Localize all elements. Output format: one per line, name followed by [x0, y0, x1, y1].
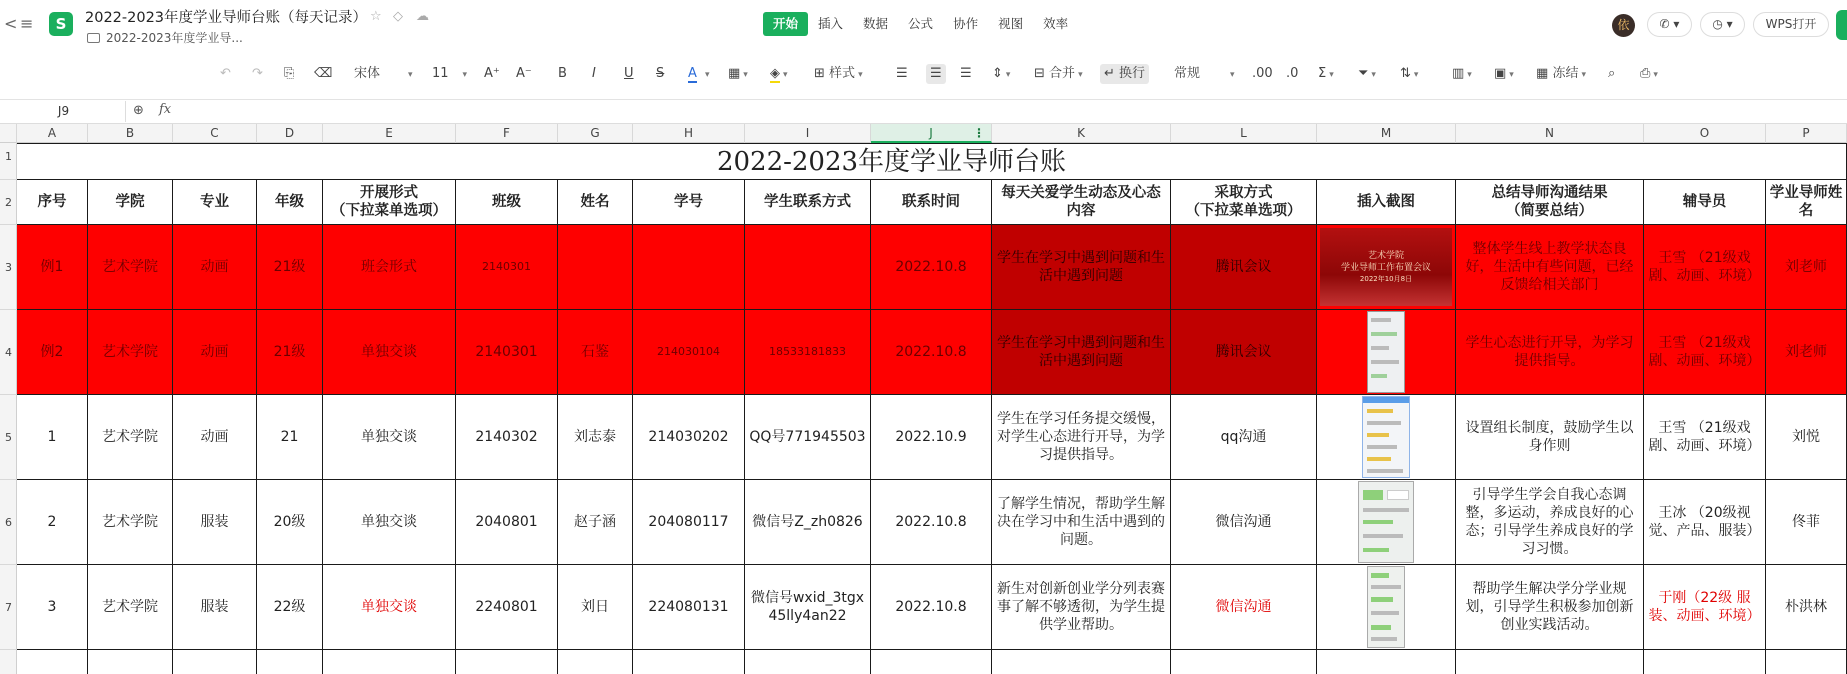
- data-cell[interactable]: 朴洪林: [1766, 565, 1847, 650]
- history-button[interactable]: [1700, 12, 1745, 37]
- data-cell[interactable]: 18533181833: [745, 310, 871, 395]
- print-icon[interactable]: ⎙ ▾: [1640, 66, 1658, 81]
- avatar[interactable]: 依: [1612, 14, 1635, 37]
- column-header-A[interactable]: A: [17, 124, 88, 143]
- data-cell[interactable]: 王冰 （20级视觉、产品、服装）: [1644, 480, 1766, 565]
- column-header-J[interactable]: [871, 124, 992, 143]
- eraser-icon[interactable]: ⌫: [314, 66, 333, 81]
- call-button[interactable]: [1647, 12, 1692, 37]
- data-cell[interactable]: 学生在学习任务提交缓慢，对学生心态进行开导，为学习提供指导。: [992, 395, 1171, 480]
- border-icon[interactable]: ▦ ▾: [728, 66, 748, 81]
- underline-button[interactable]: U: [624, 66, 634, 81]
- star-icon[interactable]: ☆: [370, 9, 382, 24]
- tag-icon[interactable]: ◇: [393, 9, 403, 24]
- menu-formula[interactable]: 公式: [908, 16, 934, 31]
- data-cell[interactable]: 微信号Z_zh0826: [745, 480, 871, 565]
- column-header-O[interactable]: O: [1644, 124, 1766, 143]
- zoom-icon[interactable]: ⊕: [133, 103, 144, 118]
- font-color-button[interactable]: A: [688, 66, 697, 81]
- data-cell[interactable]: 21级: [257, 225, 323, 310]
- header-cell[interactable]: 班级: [456, 180, 558, 225]
- data-cell[interactable]: 石鉴: [558, 310, 633, 395]
- menu-view[interactable]: 视图: [998, 16, 1024, 31]
- vertical-align-icon[interactable]: ⇕ ▾: [992, 66, 1011, 81]
- row-header-6[interactable]: 6: [0, 480, 17, 565]
- merge-label: 合并: [1049, 66, 1076, 81]
- data-cell[interactable]: 艺术学院: [88, 225, 173, 310]
- header-cell[interactable]: 每天关爱学生动态及心态内容: [992, 180, 1171, 225]
- meeting-screenshot-thumbnail[interactable]: [1320, 228, 1452, 306]
- data-cell[interactable]: [323, 650, 456, 674]
- wrap-label: 换行: [1119, 66, 1146, 81]
- picture-icon[interactable]: ▣ ▾: [1494, 66, 1514, 81]
- document-title[interactable]: 2022-2023年度学业导师台账（每天记录）: [85, 10, 368, 26]
- data-cell[interactable]: 204080117: [633, 480, 745, 565]
- column-header-E[interactable]: E: [323, 124, 456, 143]
- data-cell[interactable]: 动画: [173, 395, 257, 480]
- italic-button[interactable]: I: [592, 66, 596, 81]
- data-cell[interactable]: [456, 650, 558, 674]
- data-cell[interactable]: 帮助学生解决学分学业规划，引导学生积极参加创新创业实践活动。: [1456, 565, 1644, 650]
- data-cell[interactable]: [871, 650, 992, 674]
- data-cell[interactable]: 2022.10.8: [871, 310, 992, 395]
- merge-button[interactable]: ⊟ 合并 ▾: [1034, 66, 1083, 81]
- column-header-D[interactable]: D: [257, 124, 323, 143]
- sheet-title: 2022-2023年度学业导师台账: [716, 146, 1067, 177]
- data-cell[interactable]: 214030104: [633, 310, 745, 395]
- back-icon[interactable]: <: [4, 14, 18, 33]
- data-cell[interactable]: 2040801: [456, 480, 558, 565]
- data-cell[interactable]: 王雪 （21级戏剧、动画、环境）: [1644, 395, 1766, 480]
- formula-input[interactable]: [180, 101, 1840, 122]
- sheet-grid: [17, 143, 1847, 674]
- formula-bar: [0, 100, 1847, 124]
- data-cell[interactable]: 21: [257, 395, 323, 480]
- data-cell[interactable]: 单独交谈: [323, 395, 456, 480]
- screenshot-cell[interactable]: [1317, 565, 1456, 650]
- data-cell[interactable]: 21级: [257, 310, 323, 395]
- find-icon[interactable]: ⌕: [1608, 66, 1616, 81]
- header-cell[interactable]: 学生联系方式: [745, 180, 871, 225]
- data-cell[interactable]: [17, 650, 88, 674]
- font-color-dropdown[interactable]: ▾: [705, 70, 710, 80]
- align-center-icon[interactable]: ☰: [926, 64, 946, 84]
- data-cell[interactable]: 刘老师: [1766, 225, 1847, 310]
- header-cell[interactable]: 总结导师沟通结果 （简要总结）: [1456, 180, 1644, 225]
- wrap-text-button[interactable]: [1100, 64, 1149, 84]
- app-logo-icon: S: [49, 12, 73, 36]
- wps-open-button[interactable]: WPS打开: [1753, 12, 1829, 37]
- folder-icon: [87, 33, 100, 43]
- row-header-4[interactable]: 4: [0, 310, 17, 395]
- column-resize-handle-icon[interactable]: ⋮: [973, 126, 985, 140]
- data-cell[interactable]: 艺术学院: [88, 310, 173, 395]
- data-cell[interactable]: 2240801: [456, 565, 558, 650]
- data-cell[interactable]: 2140302: [456, 395, 558, 480]
- data-cell[interactable]: 单独交谈: [323, 480, 456, 565]
- data-cell[interactable]: 佟菲: [1766, 480, 1847, 565]
- column-header-bar: [0, 124, 1847, 143]
- header-cell[interactable]: 学业导师姓名: [1766, 180, 1847, 225]
- data-cell[interactable]: 学生心态进行开导，为学习提供指导。: [1456, 310, 1644, 395]
- data-cell[interactable]: 2022.10.9: [871, 395, 992, 480]
- column-header-F[interactable]: F: [456, 124, 558, 143]
- menu-data[interactable]: 数据: [863, 16, 889, 31]
- data-cell[interactable]: 20级: [257, 480, 323, 565]
- data-cell[interactable]: [1456, 650, 1644, 674]
- screenshot-caption: 艺术学院: [1367, 251, 1404, 261]
- column-header-K[interactable]: K: [992, 124, 1171, 143]
- column-header-P[interactable]: P: [1766, 124, 1847, 143]
- bold-button[interactable]: B: [558, 66, 567, 81]
- data-cell[interactable]: 2140301: [456, 310, 558, 395]
- row-header-3[interactable]: 3: [0, 225, 17, 310]
- font-name-select[interactable]: 宋体 ▾: [354, 66, 413, 81]
- data-cell[interactable]: [992, 650, 1171, 674]
- header-cell[interactable]: 联系时间: [871, 180, 992, 225]
- data-cell[interactable]: 刘老师: [1766, 310, 1847, 395]
- font-shrink-button[interactable]: A⁻: [516, 66, 532, 81]
- font-size-label: 11: [432, 66, 449, 81]
- data-cell[interactable]: 学生在学习中遇到问题和生活中遇到问题: [992, 225, 1171, 310]
- data-cell[interactable]: [257, 650, 323, 674]
- data-cell[interactable]: [173, 650, 257, 674]
- data-cell[interactable]: 例2: [17, 310, 88, 395]
- data-cell[interactable]: 刘悦: [1766, 395, 1847, 480]
- column-header-N[interactable]: N: [1456, 124, 1644, 143]
- data-cell[interactable]: 艺术学院: [88, 565, 173, 650]
- data-cell[interactable]: [1171, 650, 1317, 674]
- data-cell[interactable]: 赵子涵: [558, 480, 633, 565]
- data-cell[interactable]: 1: [17, 395, 88, 480]
- data-cell[interactable]: 服装: [173, 480, 257, 565]
- fill-color-icon[interactable]: ◈ ▾: [770, 66, 788, 81]
- chat-screenshot-thumbnail[interactable]: [1358, 481, 1414, 563]
- data-cell[interactable]: 设置组长制度，鼓励学生以身作则: [1456, 395, 1644, 480]
- screenshot-cell[interactable]: [1317, 310, 1456, 395]
- data-cell[interactable]: 214030202: [633, 395, 745, 480]
- select-all-corner[interactable]: [0, 124, 17, 143]
- ribbon-toolbar: [0, 50, 1847, 100]
- data-cell[interactable]: 动画: [173, 310, 257, 395]
- style-icon: ⊞: [814, 66, 825, 81]
- data-cell[interactable]: [1644, 650, 1766, 674]
- freeze-button[interactable]: ▦ 冻结 ▾: [1536, 66, 1586, 81]
- data-cell[interactable]: 腾讯会议: [1171, 310, 1317, 395]
- data-cell[interactable]: 服装: [173, 565, 257, 650]
- data-cell[interactable]: 微信沟通: [1171, 565, 1317, 650]
- header-cell[interactable]: 学号: [633, 180, 745, 225]
- align-left-icon[interactable]: ☰: [896, 66, 908, 81]
- column-header-J-label: J: [929, 126, 933, 140]
- column-header-I[interactable]: I: [745, 124, 871, 143]
- sort-icon[interactable]: ⇅ ▾: [1400, 66, 1419, 81]
- data-cell[interactable]: 于刚（22级 服装、动画、环境）: [1644, 565, 1766, 650]
- column-header-M[interactable]: M: [1317, 124, 1456, 143]
- column-header-L[interactable]: L: [1171, 124, 1317, 143]
- screenshot-caption: 2022年10月8日: [1359, 275, 1413, 283]
- data-cell[interactable]: 22级: [257, 565, 323, 650]
- sheet-title-cell[interactable]: [17, 143, 1847, 180]
- chart-icon[interactable]: ▥ ▾: [1452, 66, 1472, 81]
- data-cell[interactable]: 2022.10.8: [871, 225, 992, 310]
- number-format-select[interactable]: 常规 ▾: [1174, 66, 1235, 81]
- data-cell[interactable]: [88, 650, 173, 674]
- format-painter-icon[interactable]: ⎘: [284, 66, 295, 81]
- document-path[interactable]: [87, 29, 243, 46]
- data-cell[interactable]: 班会形式: [323, 225, 456, 310]
- font-name-label: 宋体: [354, 66, 381, 81]
- header-cell[interactable]: 学院: [88, 180, 173, 225]
- header-cell[interactable]: 序号: [17, 180, 88, 225]
- data-cell[interactable]: 例1: [17, 225, 88, 310]
- data-cell[interactable]: 新生对创新创业学分列表赛事了解不够透彻，为学生提供学业帮助。: [992, 565, 1171, 650]
- number-format-label: 常规: [1174, 66, 1201, 81]
- freeze-icon: ▦: [1536, 66, 1549, 81]
- data-cell[interactable]: [745, 650, 871, 674]
- data-cell[interactable]: [558, 225, 633, 310]
- data-cell[interactable]: [745, 225, 871, 310]
- screenshot-cell[interactable]: [1317, 480, 1456, 565]
- data-cell[interactable]: 2: [17, 480, 88, 565]
- row-header-7[interactable]: 7: [0, 565, 17, 650]
- data-cell[interactable]: 3: [17, 565, 88, 650]
- style-label: 样式: [829, 66, 856, 81]
- row-header-1[interactable]: 1: [0, 143, 17, 180]
- document-path-label: 2022-2023年度学业导...: [106, 31, 243, 45]
- sum-icon[interactable]: Σ ▾: [1318, 66, 1334, 81]
- data-cell[interactable]: [1766, 650, 1847, 674]
- data-cell[interactable]: [633, 225, 745, 310]
- header-cell[interactable]: 辅导员: [1644, 180, 1766, 225]
- freeze-label: 冻结: [1552, 66, 1579, 81]
- clock-icon: ◷ ▾: [1712, 17, 1733, 31]
- chat-screenshot-thumbnail[interactable]: [1367, 566, 1405, 648]
- chat-screenshot-thumbnail[interactable]: [1362, 396, 1410, 478]
- filter-icon[interactable]: ⏷ ▾: [1358, 66, 1376, 81]
- phone-icon: ✆ ▾: [1659, 17, 1680, 31]
- decimal-decrease-icon[interactable]: .0: [1286, 66, 1299, 81]
- font-grow-button[interactable]: A⁺: [484, 66, 500, 81]
- screenshot-cell[interactable]: [1317, 395, 1456, 480]
- menu-efficiency[interactable]: 效率: [1043, 16, 1069, 31]
- header-cell[interactable]: 年级: [257, 180, 323, 225]
- data-cell[interactable]: 动画: [173, 225, 257, 310]
- data-cell[interactable]: 单独交谈: [323, 565, 456, 650]
- strikethrough-button[interactable]: S: [656, 66, 665, 81]
- style-button[interactable]: ⊞ 样式 ▾: [814, 66, 863, 81]
- column-header-B[interactable]: B: [88, 124, 173, 143]
- data-cell[interactable]: [1317, 650, 1456, 674]
- decimal-increase-icon[interactable]: .00: [1252, 66, 1273, 81]
- header-cell[interactable]: 插入截图: [1317, 180, 1456, 225]
- hamburger-menu-icon[interactable]: ≡: [20, 14, 34, 33]
- data-cell[interactable]: [558, 650, 633, 674]
- data-cell[interactable]: 艺术学院: [88, 395, 173, 480]
- wrap-icon: ↵: [1104, 66, 1115, 81]
- header-cell[interactable]: 姓名: [558, 180, 633, 225]
- cloud-sync-icon[interactable]: ☁: [416, 9, 429, 24]
- redo-icon[interactable]: ↷: [252, 66, 263, 81]
- data-cell[interactable]: 学生在学习中遇到问题和生活中遇到问题: [992, 310, 1171, 395]
- data-cell[interactable]: 腾讯会议: [1171, 225, 1317, 310]
- menu-start[interactable]: 开始: [763, 12, 808, 36]
- row-header-2[interactable]: 2: [0, 180, 17, 225]
- undo-icon[interactable]: ↶: [220, 66, 231, 81]
- share-edge-button[interactable]: [1836, 10, 1847, 40]
- data-cell[interactable]: qq沟通: [1171, 395, 1317, 480]
- header-cell[interactable]: 采取方式 （下拉菜单选项）: [1171, 180, 1317, 225]
- data-cell[interactable]: 微信号wxid_3tgx45lly4an22: [745, 565, 871, 650]
- data-cell[interactable]: [633, 650, 745, 674]
- column-header-H[interactable]: H: [633, 124, 745, 143]
- data-cell[interactable]: 王雪 （21级戏剧、动画、环境）: [1644, 225, 1766, 310]
- menu-collaborate[interactable]: 协作: [953, 16, 979, 31]
- title-bar: [0, 0, 1847, 50]
- column-header-C[interactable]: C: [173, 124, 257, 143]
- data-cell[interactable]: 刘日: [558, 565, 633, 650]
- menu-insert[interactable]: 插入: [818, 16, 844, 31]
- screenshot-caption: 学业导师工作布置会议: [1340, 263, 1431, 273]
- data-cell[interactable]: 刘志泰: [558, 395, 633, 480]
- merge-icon: ⊟: [1034, 66, 1045, 81]
- data-cell[interactable]: 引导学生学会自我心态调整，多运动，养成良好的心态；引导学生养成良好的学习习惯。: [1456, 480, 1644, 565]
- data-cell[interactable]: 2140301: [456, 225, 558, 310]
- data-cell[interactable]: 224080131: [633, 565, 745, 650]
- data-cell[interactable]: 整体学生线上教学状态良好，生活中有些问题，已经反馈给相关部门: [1456, 225, 1644, 310]
- font-size-select[interactable]: 11 ▾: [432, 66, 468, 81]
- data-cell[interactable]: QQ号771945503: [745, 395, 871, 480]
- cell-reference-box[interactable]: J9: [2, 101, 126, 122]
- fill-bucket-icon: ◈: [770, 66, 780, 81]
- row-header-bar: [0, 143, 17, 674]
- data-cell[interactable]: 王雪 （21级戏剧、动画、环境）: [1644, 310, 1766, 395]
- ribbon-menu: [763, 12, 1078, 36]
- data-cell[interactable]: 2022.10.8: [871, 565, 992, 650]
- data-cell[interactable]: 微信沟通: [1171, 480, 1317, 565]
- header-cell[interactable]: 开展形式 （下拉菜单选项）: [323, 180, 456, 225]
- function-icon[interactable]: fx: [159, 102, 172, 117]
- column-header-G[interactable]: G: [558, 124, 633, 143]
- data-cell[interactable]: 了解学生情况，帮助学生解决在学习中和生活中遇到的问题。: [992, 480, 1171, 565]
- data-cell[interactable]: 艺术学院: [88, 480, 173, 565]
- header-cell[interactable]: 专业: [173, 180, 257, 225]
- row-header-5[interactable]: 5: [0, 395, 17, 480]
- data-cell[interactable]: 单独交谈: [323, 310, 456, 395]
- data-cell[interactable]: 2022.10.8: [871, 480, 992, 565]
- align-right-icon[interactable]: ☰: [960, 66, 972, 81]
- screenshot-cell[interactable]: [1317, 225, 1456, 310]
- chat-screenshot-thumbnail[interactable]: [1367, 311, 1405, 393]
